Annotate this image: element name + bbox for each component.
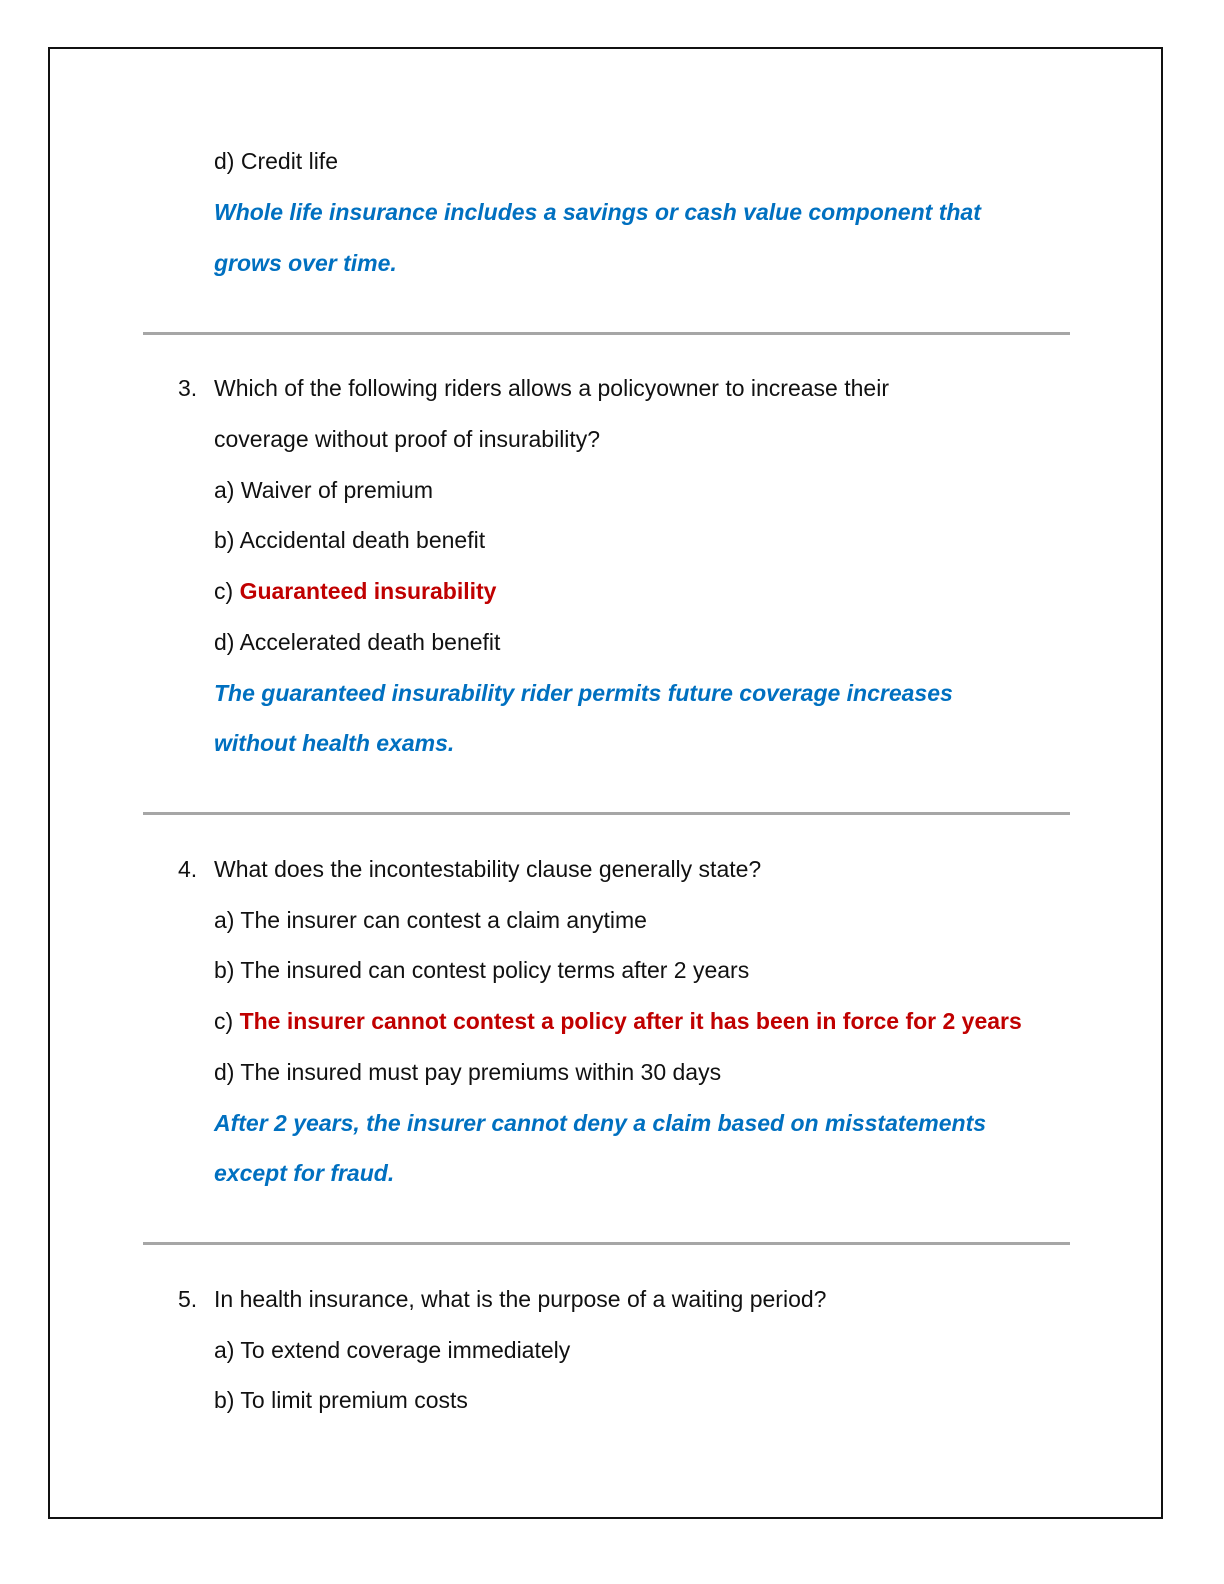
q3-explanation-line2: without health exams. — [214, 730, 455, 756]
q5-number: 5. — [178, 1286, 198, 1312]
q4-option-b: b) The insured can contest policy terms after 2 years — [214, 957, 750, 983]
q3-option-c — [214, 576, 496, 606]
q4-explanation-line1: After 2 years, the insurer cannot deny a claim based on misstatements — [214, 1110, 987, 1136]
q5-option-a: a) To extend coverage immediately — [214, 1337, 571, 1363]
q5-option-b: b) To limit premium costs — [214, 1387, 468, 1413]
q3-number: 3. — [178, 375, 198, 401]
q4-option-d: d) The insured must pay premiums within 30 days — [214, 1059, 722, 1085]
q4-question-line1: What does the incontestability clause generally state? — [214, 856, 762, 882]
q2-explanation-line1: Whole life insurance includes a savings or cash value component that — [214, 199, 981, 225]
q3-question-line1: Which of the following riders allows a policyowner to increase their — [214, 375, 889, 401]
q2-explanation-line2: grows over time. — [214, 250, 397, 276]
q4-option-c-prefix: c) — [214, 1008, 240, 1034]
q3-explanation-line1: The guaranteed insurability rider permits future coverage increases — [214, 680, 953, 706]
divider-1 — [143, 332, 1070, 335]
q4-explanation-line2: except for fraud. — [214, 1160, 395, 1186]
q4-option-a: a) The insurer can contest a claim anytime — [214, 907, 647, 933]
q3-option-b: b) Accidental death benefit — [214, 527, 486, 553]
q4-number: 4. — [178, 856, 198, 882]
divider-2 — [143, 812, 1070, 815]
q2-option-d: d) Credit life — [214, 148, 338, 174]
q3-question-line2: coverage without proof of insurability? — [214, 426, 601, 452]
q3-correct-answer: Guaranteed insurability — [239, 578, 497, 604]
q4-option-c — [214, 1006, 1022, 1036]
q3-option-d: d) Accelerated death benefit — [214, 629, 501, 655]
divider-3 — [143, 1242, 1070, 1245]
q3-option-c-prefix: c) — [214, 578, 240, 604]
q3-option-a: a) Waiver of premium — [214, 477, 433, 503]
q5-question-line1: In health insurance, what is the purpose of a waiting period? — [214, 1286, 827, 1312]
q4-correct-answer: The insurer cannot contest a policy after it has been in force for 2 years — [239, 1008, 1022, 1034]
